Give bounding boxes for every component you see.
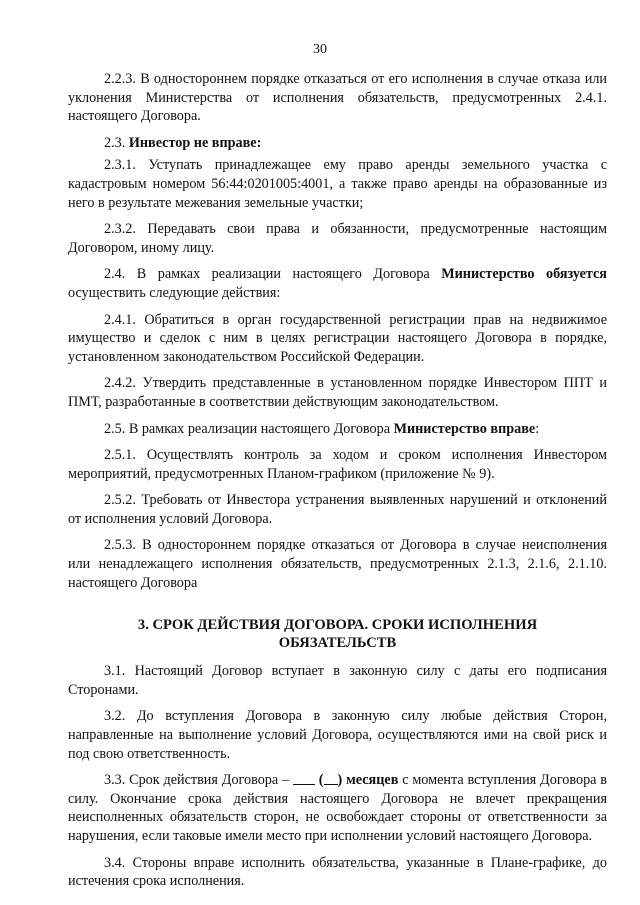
term-words-blank[interactable] [324, 772, 338, 785]
clause-3-2: 3.2. До вступления Договора в законную силу любые действия Сторон, направленные на выполнение условий Договора, осуществляются ими на свой риск и под свою ответственность. [68, 708, 607, 762]
clause-2-3: 2.3. Инвестор не вправе: [104, 134, 262, 151]
section-3-heading-line1: 3. СРОК ДЕЙСТВИЯ ДОГОВОРА. СРОКИ ИСПОЛНЕНИЯ [137, 617, 538, 634]
clause-3-1: 3.1. Настоящий Договор вступает в законную силу с даты его подписания Сторонами. [68, 663, 607, 698]
clause-2-5-bold: Министерство вправе [393, 420, 536, 437]
clause-2-2-3: 2.2.3. В одностороннем порядке отказаться от его исполнения в случае отказа или уклонения Министерства от исполнения обязательств, предусмотренных 2.4.1. настоящего Договора. [68, 71, 607, 125]
document-body [68, 70, 607, 899]
page-number: 30 [313, 42, 327, 57]
clause-2-3-bold: Инвестор не вправе: [128, 134, 262, 151]
clause-2-5-2: 2.5.2. Требовать от Инвестора устранения выявленных нарушений и отклонений от исполнения условий Договора. [68, 492, 607, 527]
clause-2-4-2: 2.4.2. Утвердить представленные в установленном порядке Инвестором ППТ и ПМТ, разработанные в соответствии действующим законодательством. [68, 375, 607, 410]
section-3-heading [68, 616, 607, 652]
clause-2-3-2: 2.3.2. Передавать свои права и обязанности, предусмотренные настоящим Договором, иному лицу. [68, 221, 607, 256]
clause-2-3-1: 2.3.1. Уступать принадлежащее ему право аренды земельного участка с кадастровым номером 56:44:0201005:4001, а также право аренды на образованные из него в результате межевания земельные участки; [68, 157, 607, 211]
clause-3-3: 3.3. Срок действия Договора – ( ) месяцев с момента вступления Договора в силу. Окончание срока действия настоящего Договора не влечет прекращения неисполненных обязательств сторон, не освобождает стороны от ответственности за нарушения, если таковые имели место при исполнении условий настоящего Договора. [68, 772, 608, 844]
clause-2-5: 2.5. В рамках реализации настоящего Договора Министерство вправе: [104, 420, 540, 437]
clause-3-3-bold: месяцев [346, 772, 399, 789]
clause-2-4-1: 2.4.1. Обратиться в орган государственной регистрации прав на недвижимое имущество и сделок с ним в целях регистрации настоящего Договора в порядке, установленном законодательством Российской Федерации. [68, 311, 607, 365]
clause-2-4: 2.4. В рамках реализации настоящего Договора Министерство обязуется осуществить следующие действия: [68, 266, 607, 301]
term-blank[interactable] [293, 772, 315, 785]
clause-2-4-bold: Министерство обязуется [441, 266, 607, 283]
clause-2-5-3: 2.5.3. В одностороннем порядке отказаться от Договора в случае неисполнения или ненадлежащего исполнения обязательств, предусмотренных 2.1.3, 2.1.6, 2.1.10. настоящего Договора [68, 537, 607, 591]
clause-2-5-1: 2.5.1. Осуществлять контроль за ходом и сроком исполнения Инвестором мероприятий, предусмотренных Планом-графиком (приложение № 9). [68, 447, 607, 482]
section-3-heading-line2: ОБЯЗАТЕЛЬСТВ [278, 635, 397, 652]
clause-3-4: 3.4. Стороны вправе исполнить обязательства, указанные в Плане-графике, до истечения срока исполнения. [68, 854, 607, 890]
